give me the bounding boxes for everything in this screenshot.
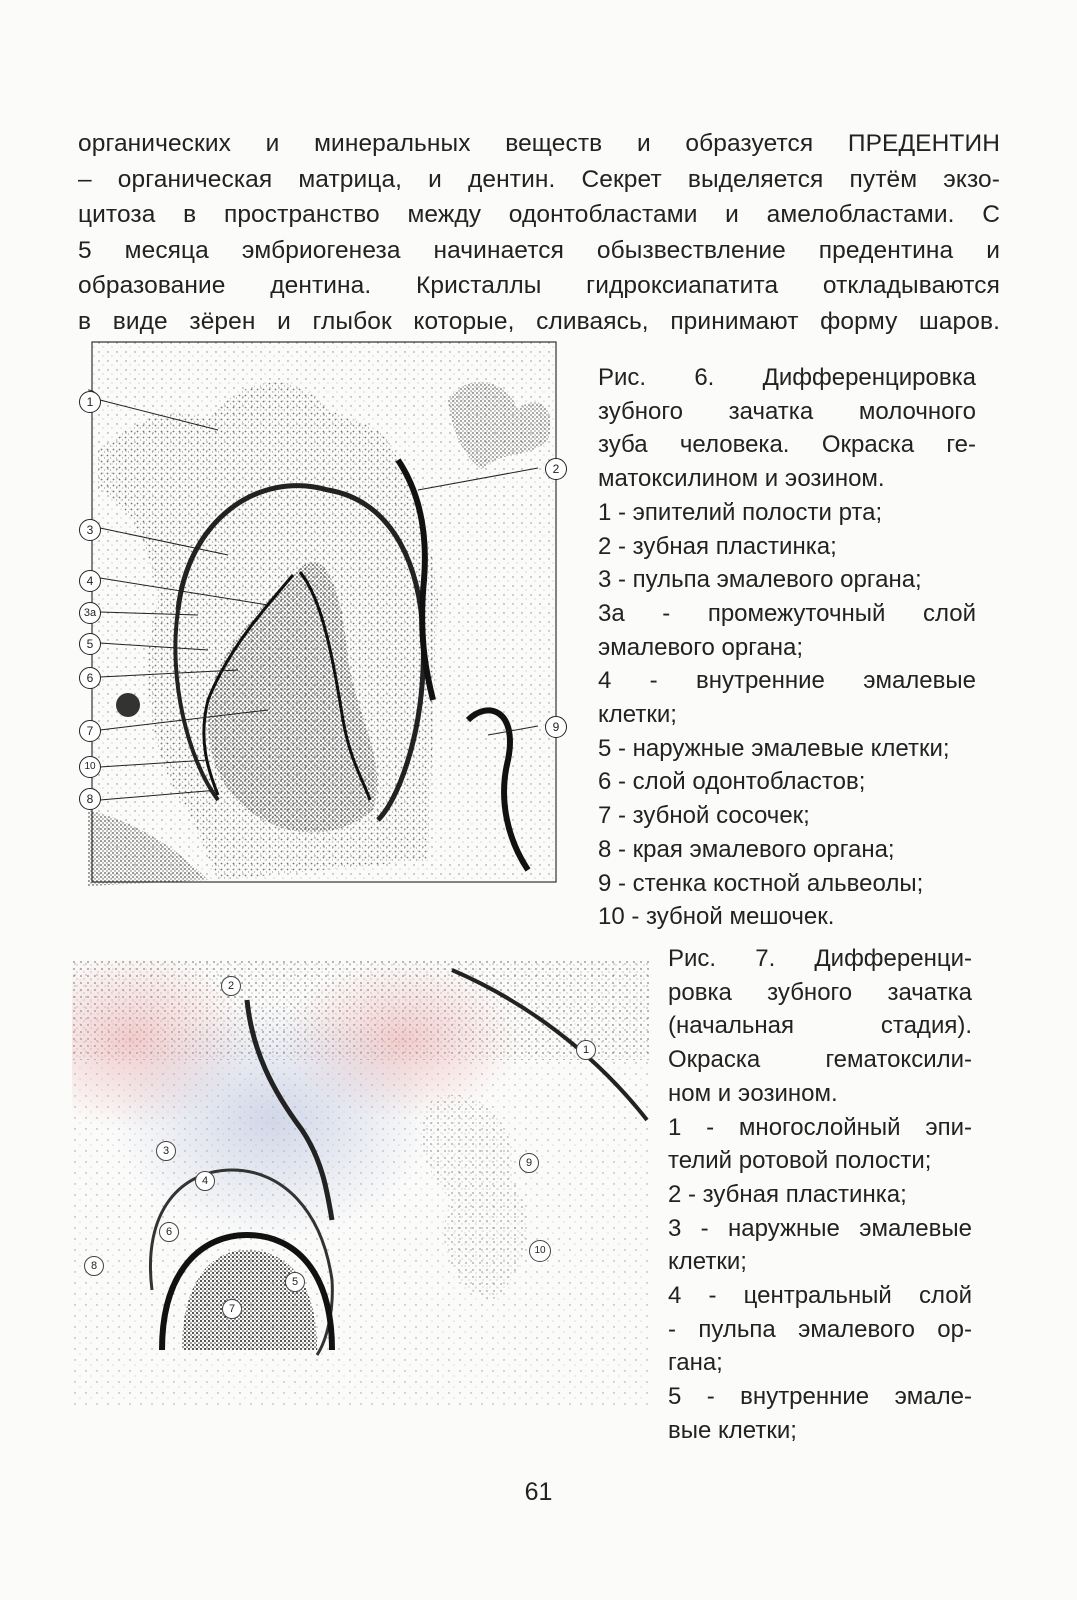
body-paragraph	[78, 126, 1000, 339]
caption-line: клетки;	[668, 1248, 747, 1276]
caption-line: 8 - края эмалевого органа;	[598, 835, 895, 863]
marker-8: 8	[84, 1256, 104, 1276]
body-line: органических и минеральных веществ и образуется ПРЕДЕНТИН	[78, 130, 1000, 157]
caption-line: 2 - зубная пластинка;	[598, 532, 837, 560]
caption-line: - пульпа эмалевого ор-	[668, 1315, 972, 1343]
caption-line: 5 - внутренние эмале-	[668, 1383, 972, 1411]
figure-7-illustration	[72, 960, 650, 1406]
caption-line: 4 - центральный слой	[668, 1282, 972, 1310]
marker-5: 5	[79, 633, 101, 655]
caption-line: гана;	[668, 1349, 723, 1377]
marker-3a: 3а	[79, 602, 101, 624]
caption-line: 1 - эпителий полости рта;	[598, 498, 883, 526]
caption-line: Окраска гематоксили-	[668, 1046, 972, 1074]
caption-line: вые клетки;	[668, 1416, 797, 1444]
marker-6: 6	[159, 1222, 179, 1242]
marker-8: 8	[79, 788, 101, 810]
caption-line: телий ротовой полости;	[668, 1147, 932, 1175]
caption-line: Рис. 7. Дифференци-	[668, 945, 972, 972]
body-line: цитоза в пространство между одонтобластами и амелобластами. С	[78, 201, 1000, 228]
body-line: – органическая матрица, и дентин. Секрет выделяется путём экзо-	[78, 165, 1000, 193]
marker-5: 5	[285, 1272, 305, 1292]
figure-7-drawing	[72, 960, 650, 1406]
marker-2: 2	[221, 976, 241, 996]
caption-line: 3 - пульпа эмалевого органа;	[598, 566, 922, 594]
marker-9: 9	[545, 716, 567, 738]
caption-line: 3а - промежуточный слой	[598, 599, 976, 627]
body-line: образование дентина. Кристаллы гидроксиапатита откладываются	[78, 272, 1000, 299]
marker-1: 1	[576, 1040, 596, 1060]
caption-line: 7 - зубной сосочек;	[598, 802, 810, 830]
body-paragraph-block	[78, 126, 1000, 339]
body-line: в виде зёрен и глыбок которые, сливаясь, принимают форму шаров.	[78, 307, 1000, 335]
caption-line: зуба человека. Окраска ге-	[598, 431, 976, 459]
caption-line: матоксилином и эозином.	[598, 465, 885, 493]
marker-10: 10	[529, 1240, 551, 1262]
page-number: 61	[524, 1478, 553, 1506]
caption-line: 2 - зубная пластинка;	[668, 1180, 907, 1208]
body-line: 5 месяца эмбриогенеза начинается обызвествление предентина и	[78, 236, 1000, 264]
caption-line: клетки;	[598, 701, 677, 729]
caption-line: (начальная стадия).	[668, 1012, 972, 1040]
marker-7: 7	[222, 1299, 242, 1319]
marker-9: 9	[519, 1153, 539, 1173]
caption-line: 3 - наружные эмалевые	[668, 1214, 972, 1242]
caption-line: ровка зубного зачатка	[668, 978, 972, 1006]
marker-6: 6	[79, 667, 101, 689]
caption-line: 10 - зубной мешочек.	[598, 903, 835, 931]
caption-line: 9 - стенка костной альвеолы;	[598, 869, 924, 897]
figure-7-caption	[668, 942, 972, 1448]
caption-line: Рис. 6. Дифференцировка	[598, 364, 976, 391]
marker-10: 10	[79, 756, 101, 778]
marker-4: 4	[79, 570, 101, 592]
caption-line: 5 - наружные эмалевые клетки;	[598, 734, 950, 762]
marker-4: 4	[195, 1171, 215, 1191]
caption-line: 6 - слой одонтобластов;	[598, 768, 866, 796]
marker-3: 3	[156, 1141, 176, 1161]
caption-line: эмалевого органа;	[598, 633, 804, 661]
caption-line: 1 - многослойный эпи-	[668, 1113, 972, 1141]
caption-line: 4 - внутренние эмалевые	[598, 667, 976, 695]
caption-line: ном и эозином.	[668, 1079, 838, 1107]
marker-3: 3	[79, 519, 101, 541]
figure-6-illustration	[88, 340, 560, 886]
figure-6-caption	[598, 361, 976, 934]
marker-1: 1	[79, 391, 101, 413]
caption-line: зубного зачатка молочного	[598, 397, 976, 425]
marker-2: 2	[545, 458, 567, 480]
marker-7: 7	[79, 720, 101, 742]
figure-6-drawing	[88, 340, 560, 886]
